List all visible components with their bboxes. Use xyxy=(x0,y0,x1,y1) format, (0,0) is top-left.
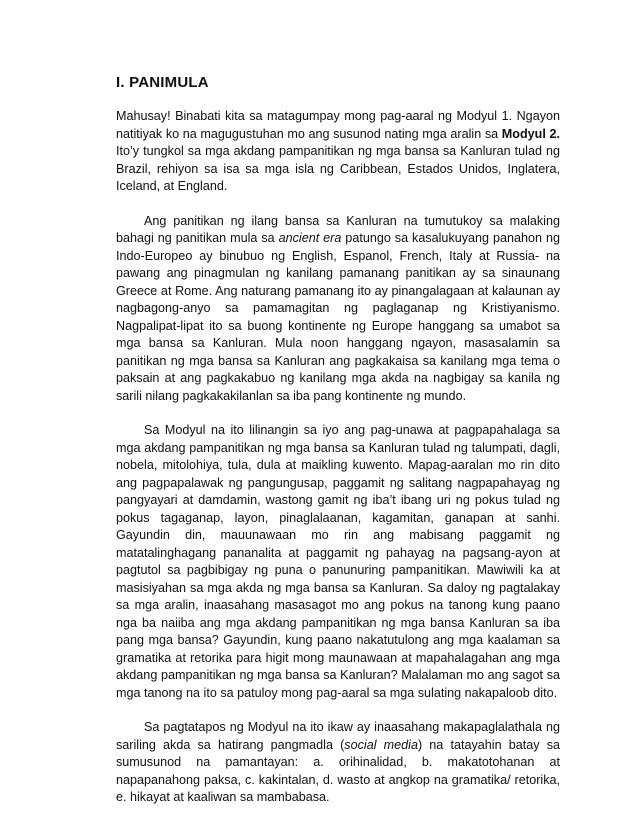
paragraph-pagtatapos-text-2: ) na tatayahin batay sa sumusunod na pamantayan: a. orihinalidad, b. makatotohanan at napapanahong paksa, c. kakintalan, d. wasto at angkop na gramatika/ retorika, e. hikayat at kaaliwan sa mambabasa. xyxy=(116,737,560,804)
paragraph-intro-bold: Modyul 2. xyxy=(501,126,561,141)
paragraph-panitikan-text-1: Ang panitikan ng ilang bansa sa Kanluran na tumutukoy sa malaking bahagi ng panitikan mula sa xyxy=(116,213,560,245)
paragraph-intro xyxy=(116,108,560,196)
document-page xyxy=(116,74,560,824)
paragraph-panitikan-text-2: patungo sa kasalukuyang panahon ng Indo-Europeo ay binubuo ng English, Espanol, French, Italy at Russia- na pawang ang pinagmulan ng kanilang pamanang panitikan ay sa sinaunang Greece at Rome. Ang naturang pamanang ito ay pinangalagaan at kalaunan ay nagbagong-anyo sa pamamagitan ng paglaganap ng Kristiyanismo. Nagpalipat-lipat ito sa buong kontinente ng Europe hanggang sa umabot sa mga bansa sa Kanluran. Mula noon hanggang ngayon, masasalamin sa panitikan ng mga bansa sa Kanluran ang pagkakaisa sa kanilang mga tema o paksain at ang pagkakabuo ng kanilang mga akda na nagbigay sa kanila ng sarili nilang pagkakakilanlan sa iba pang kontinente ng mundo. xyxy=(116,231,560,403)
paragraph-panitikan-italic: ancient era xyxy=(278,231,342,245)
paragraph-panitikan xyxy=(116,213,560,406)
section-heading: I. PANIMULA xyxy=(116,74,209,91)
paragraph-modyul: Sa Modyul na ito lilinangin sa iyo ang pag-unawa at pagpapahalaga sa mga akdang pampanitikan ng mga bansa sa Kanluran tulad ng talumpati, dagli, nobela, mitolohiya, tula, dula at maikling kuwento. Mapag-aaralan mo rin dito ang pagpapalawak ng pangungusap, paggamit ng salitang nagpapahayag ng pangyayari at damdamin, wastong gamit ng iba’t ibang uri ng pokus tulad ng pokus tagaganap, layon, pinaglalaanan, kagamitan, ganapan at sanhi. Gayundin din, mauunawaan mo rin ang mabisang paggamit ng matatalinghagang pananalita at paggamit ng pahayag na pagsang-ayon at pagtutol sa pagbibigay ng puna o panunuring pampanitikan. Mawiwili ka at masisiyahan sa mga akda ng mga bansa sa Kanluran. Sa daloy ng pagtalakay sa mga aralin, inaasahang masasagot mo ang pokus na tanong kung paano nga ba naiiba ang mga akdang pampanitikan ng mga bansa Kanluran sa iba pang mga bansa? Gayundin, kung paano nakatutulong ang mga kaalaman sa gramatika at retorika para higit mong maunawaan at mapahalagahan ang mga akdang pampanitikan ng mga bansa sa Kanluran? Malalaman mo ang sagot sa mga tanong na ito sa patuloy mong pag-aaral sa mga sulating nakapaloob dito. xyxy=(116,423,560,700)
paragraph-pagtatapos-text-1: Sa pagtatapos ng Modyul na ito ikaw ay inaasahang makapaglalathala ng sariling akda sa hatirang pangmadla ( xyxy=(116,720,560,752)
paragraph-pagtatapos xyxy=(116,719,560,807)
paragraph-intro-text-1: Mahusay! Binabati kita sa matagumpay mong pag-aaral ng Modyul 1. Ngayon natitiyak ko na magugustuhan mo ang susunod nating mga aralin sa xyxy=(116,109,560,141)
paragraph-intro-text-2: Ito’y tungkol sa mga akdang pampanitikan ng mga bansa sa Kanluran tulad ng Brazil, rehiyon sa isa sa mga isla ng Caribbean, Estados Unidos, Inglatera, Iceland, at England. xyxy=(116,144,560,193)
paragraph-pagtatapos-italic: social media xyxy=(344,737,418,752)
